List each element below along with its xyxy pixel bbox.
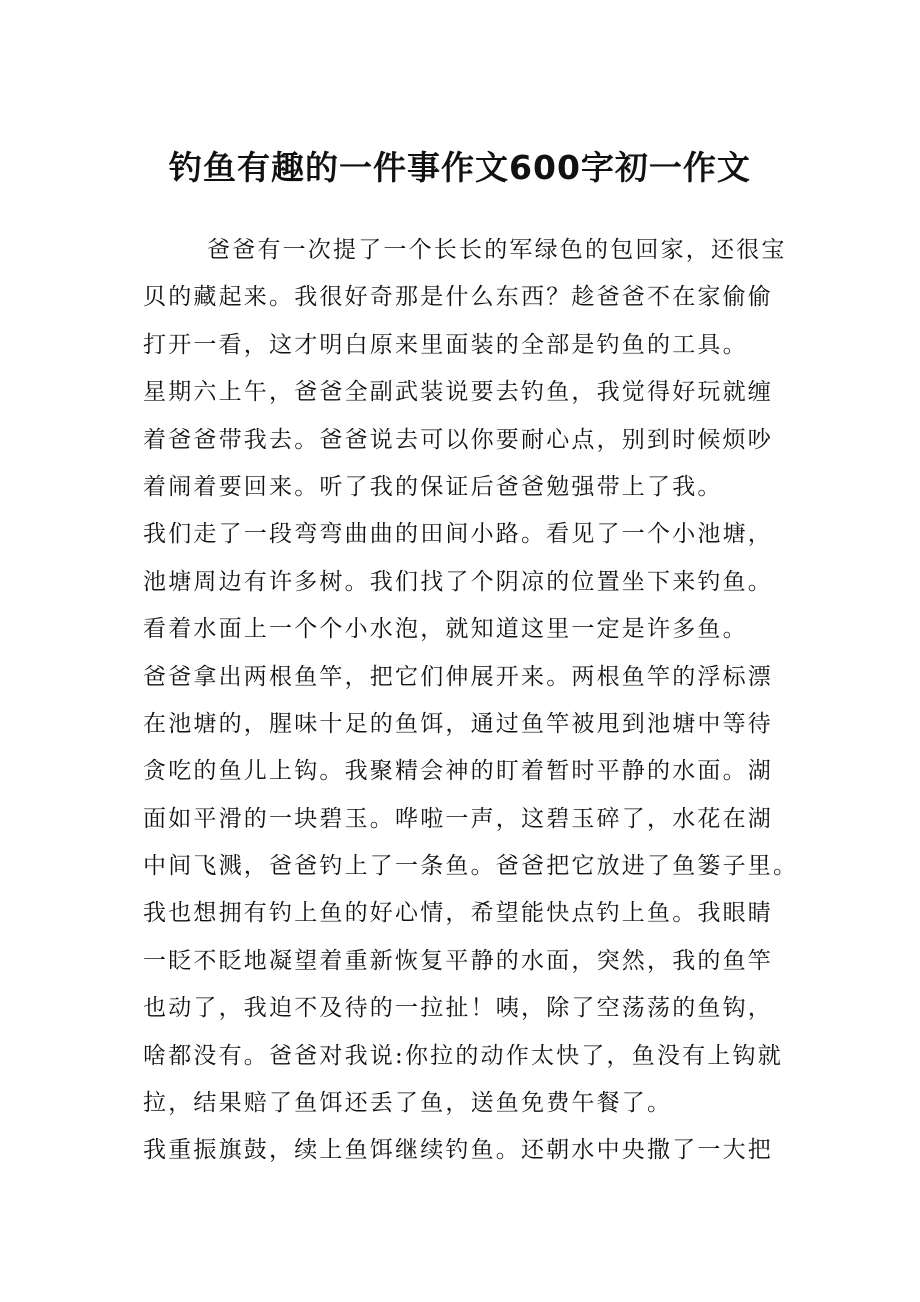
- text-line: 爸爸拿出两根鱼竿，把它们伸展开来。两根鱼竿的浮标漂: [143, 663, 773, 690]
- text-line: 着爸爸带我去。爸爸说去可以你要耐心点，别到时候烦吵: [143, 426, 773, 453]
- text-line: 看着水面上一个个小水泡，就知道这里一定是许多鱼。: [143, 616, 748, 643]
- text-line: 贪吃的鱼儿上钩。我聚精会神的盯着暂时平静的水面。湖: [143, 758, 773, 785]
- text-line: 一眨不眨地凝望着重新恢复平静的水面，突然，我的鱼竿: [143, 947, 773, 974]
- text-line: 星期六上午，爸爸全副武装说要去钓鱼，我觉得好玩就缠: [143, 379, 773, 406]
- text-line: 我们走了一段弯弯曲曲的田间小路。看见了一个小池塘，: [143, 521, 773, 548]
- text-line: 在池塘的，腥味十足的鱼饵，通过鱼竿被甩到池塘中等待: [143, 710, 773, 737]
- text-line: 着闹着要回来。听了我的保证后爸爸勉强带上了我。: [143, 473, 723, 500]
- text-line: 我也想拥有钓上鱼的好心情，希望能快点钓上鱼。我眼睛: [143, 900, 773, 927]
- text-line: 中间飞溅，爸爸钓上了一条鱼。爸爸把它放进了鱼篓子里。: [143, 853, 799, 880]
- text-line: 我重振旗鼓，续上鱼饵继续钓鱼。还朝水中央撒了一大把: [143, 1137, 773, 1164]
- text-line: 贝的藏起来。我很好奇那是什么东西？趁爸爸不在家偷偷: [143, 284, 773, 311]
- text-line: 面如平滑的一块碧玉。哗啦一声，这碧玉碎了，水花在湖: [143, 805, 773, 832]
- text-line: 也动了，我迫不及待的一拉扯！咦，除了空荡荡的鱼钩，: [143, 995, 773, 1022]
- text-line: 拉，结果赔了鱼饵还丢了鱼，送鱼免费午餐了。: [143, 1090, 673, 1117]
- document-body: [143, 227, 799, 1175]
- text-line: 爸爸有一次提了一个长长的军绿色的包回家，还很宝: [207, 237, 787, 263]
- text-line: 池塘周边有许多树。我们找了个阴凉的位置坐下来钓鱼。: [143, 568, 773, 595]
- document-title: 钓鱼有趣的一件事作文600字初一作文: [169, 148, 751, 187]
- text-line: 打开一看，这才明白原来里面装的全部是钓鱼的工具。: [143, 331, 748, 358]
- text-line: 啥都没有。爸爸对我说:你拉的动作太快了，鱼没有上钩就: [143, 1042, 783, 1069]
